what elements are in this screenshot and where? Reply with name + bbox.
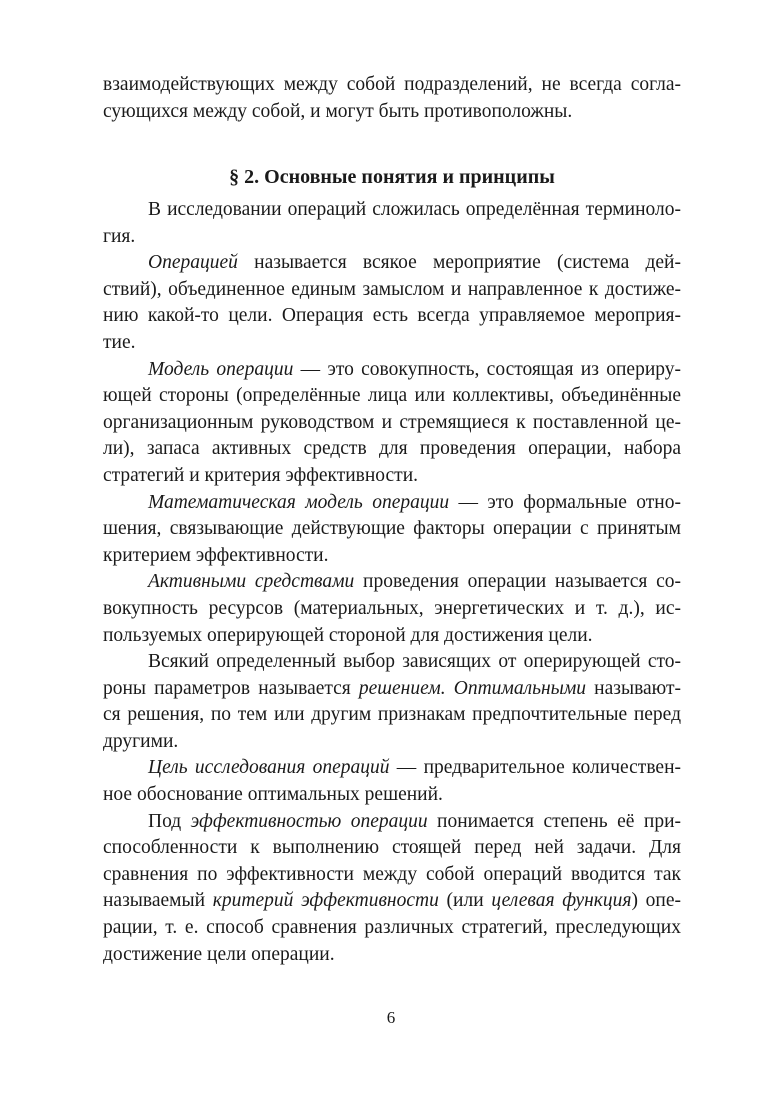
- text-line: В исследовании операций сложилась определённая терминоло-: [148, 199, 681, 220]
- term: Активными средствами: [148, 571, 355, 593]
- text-line: нию какой-то цели. Операция есть всегда управляемое мероприя-: [103, 305, 681, 327]
- section-body: [103, 197, 681, 968]
- text-line: ствий), объединенное единым замыслом и направленное к достиже-: [103, 278, 681, 300]
- term: Математическая модель операции: [148, 491, 450, 513]
- definition-line: Активными средствами проведения операции называется со-: [148, 571, 681, 593]
- definition-line: Под эффективностью операции понимается степень её при-: [148, 810, 681, 832]
- text-line: шения, связывающие действующие факторы операции с принятым: [103, 518, 681, 540]
- section-heading: § 2. Основные понятия и принципы: [229, 166, 555, 188]
- term: эффективностью операции: [190, 810, 428, 832]
- term: Цель исследования операций: [148, 757, 390, 779]
- text-line: ся решения, по тем или другим признакам предпочтительные перед: [103, 704, 681, 726]
- definition-line: Цель исследования операций — предварительное количествен-: [148, 757, 681, 779]
- text-line: ющей стороны (определённые лица или коллективы, объединённые: [103, 385, 681, 407]
- text-line: ное обоснование оптимальных решений.: [103, 784, 443, 806]
- text-line: стратегий и критерия эффективности.: [103, 464, 419, 486]
- text-line: тие.: [103, 331, 136, 353]
- term: критерий эффективности: [212, 890, 439, 912]
- text-line: критерием эффективности.: [103, 544, 329, 566]
- definition-line: называемый критерий эффективности (или целевая функция) опе-: [103, 890, 682, 912]
- text-line: Всякий определенный выбор зависящих от оперирующей сто-: [148, 651, 681, 673]
- term: решением.: [358, 677, 446, 699]
- text-line: гия.: [103, 225, 136, 247]
- text-line: достижение цели операции.: [103, 943, 335, 965]
- page-number: 6: [386, 1008, 396, 1027]
- text-line: сующихся между собой, и могут быть противоположны.: [103, 100, 573, 122]
- text-line: способленности к выполнению стоящей перед ней задачи. Для: [103, 837, 681, 859]
- text-line: организационным руководством и стремящиеся к поставленной це-: [103, 411, 681, 433]
- definition-line: Модель операции — это совокупность, состоящая из опериру-: [148, 358, 682, 380]
- text-line: пользуемых оперирующей стороной для достижения цели.: [103, 624, 593, 646]
- text-line: ли), запаса активных средств для проведения операции, набора: [103, 438, 681, 460]
- text-line: рации, т. е. способ сравнения различных стратегий, преследующих: [103, 917, 681, 939]
- term: Оптимальными: [453, 677, 587, 699]
- definition-line: роны параметров называется решением. Оптимальными называют-: [103, 677, 681, 699]
- page-body: [103, 72, 681, 125]
- text-line: сравнения по эффективности между собой операций вводится так: [103, 863, 681, 885]
- definition-line: Операцией называется всякое мероприятие (система дей-: [148, 252, 681, 274]
- text-line: взаимодействующих между собой подразделений, не всегда согла-: [103, 74, 681, 95]
- term: Модель операции: [148, 358, 294, 380]
- text-line: вокупность ресурсов (материальных, энергетических и т. д.), ис-: [103, 597, 681, 619]
- definition-line: Математическая модель операции — это формальные отно-: [148, 491, 681, 513]
- term: Операцией: [148, 252, 238, 274]
- term: целевая функция: [491, 890, 632, 912]
- text-line: другими.: [103, 730, 179, 752]
